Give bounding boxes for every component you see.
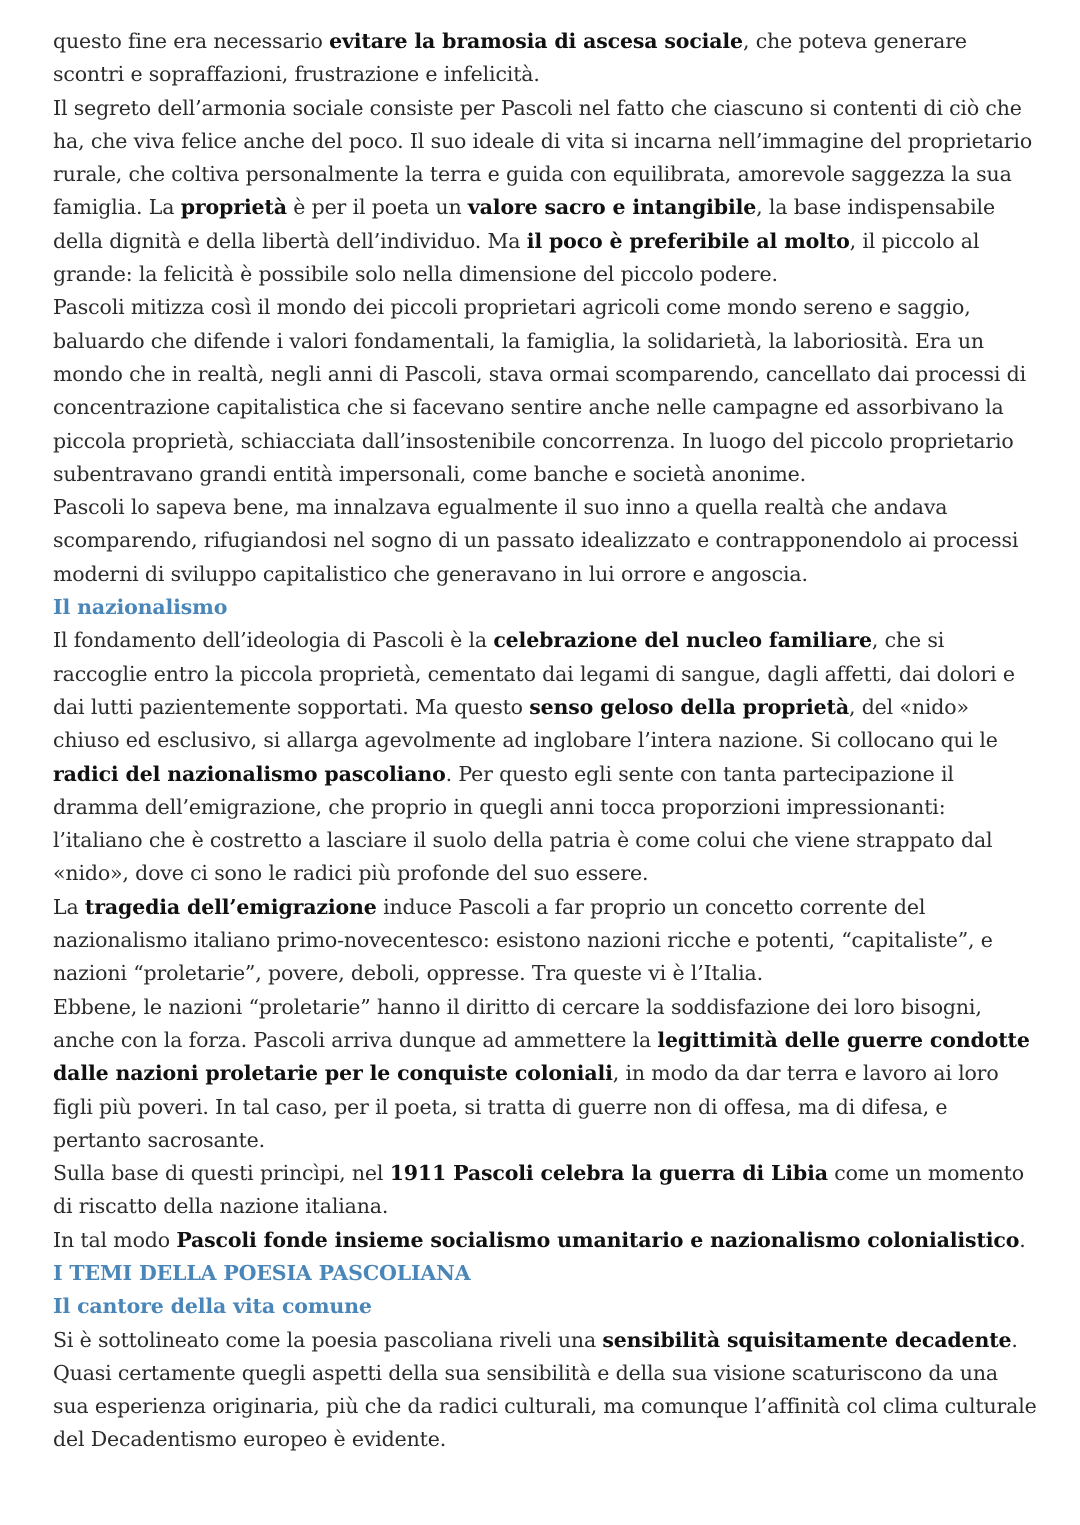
bold-text: 1911 Pascoli celebra la guerra di Libia [389,1161,828,1186]
text-run: Pascoli mitizza così il mondo dei piccoli proprietari agricoli come mondo sereno e saggio, baluardo che difende i valori fondamentali, la famiglia, la solidarietà, la laboriosità. Era un mondo che in realtà, negli anni di Pascoli, stava ormai scomparendo, cancellato dai processi di concentrazione capitalistica che si facevano sentire anche nelle campagne ed assorbivano la piccola proprietà, schiacciata dall’insostenibile concorrenza. In luogo del piccolo proprietario subentravano grandi entità impersonali, come banche e società anonime. [53,295,1027,486]
document-body [53,25,1038,1457]
text-run: . [1011,1327,1018,1352]
text-run: Il cantore della vita comune [53,1294,372,1319]
bold-text: tragedia dell’emigrazione [84,894,377,919]
section-heading [53,591,1038,624]
text-run: . Per questo egli sente con tanta partecipazione il dramma dell’emigrazione, che proprio in quegli anni tocca proporzioni impressionanti: l’italiano che è costretto a lasciare il suolo della patria è come colui che viene strappato dal «nido», dove ci sono le radici più profonde del suo essere. [53,761,993,886]
text-run: , del «nido» chiuso ed esclusivo, si allarga agevolmente ad inglobare l’intera nazione. Si collocano qui le [53,694,998,753]
paragraph [53,1224,1038,1257]
text-run: , che si raccoglie entro la piccola proprietà, cementato dai legami di sangue, dagli affetti, dai dolori e dai lutti pazientemente sopportati. Ma questo [53,628,1015,719]
paragraph [53,25,1038,92]
text-run: , in modo da dar terra e lavoro ai loro figli più poveri. In tal caso, per il poeta, si tratta di guerre non di offesa, ma di difesa, e pertanto sacrosante. [53,1061,999,1152]
paragraph [53,991,1038,1157]
bold-text: evitare la bramosia di ascesa sociale [329,29,743,53]
section-heading [53,1290,1038,1323]
text-run: I TEMI DELLA POESIA PASCOLIANA [53,1260,471,1285]
bold-text: il poco è preferibile al molto [526,228,850,253]
bold-text: legittimità delle guerre condotte dalle nazioni proletarie per le conquiste coloniali [53,1027,1030,1086]
bold-text: celebrazione del nucleo familiare [493,628,872,653]
text-run: Il nazionalismo [53,595,228,620]
text-run: Ebbene, le nazioni “proletarie” hanno il diritto di cercare la soddisfazione dei loro bisogni, anche con la forza. Pascoli arriva dunque ad ammettere la [53,994,982,1052]
bold-text: sensibilità squisitamente decadente [602,1327,1012,1352]
bold-text: valore sacro e intangibile [467,195,757,220]
text-run: . [1019,1227,1026,1252]
text-run: Il segreto dell’armonia sociale consiste per Pascoli nel fatto che ciascuno si contenti di ciò che ha, che viva felice anche del poco. Il suo ideale di vita si incarna nell’immagine del proprietario rurale, che coltiva personalmente la terra e guida con equilibrata, amorevole saggezza la sua famiglia. La [53,95,1033,220]
paragraph [53,1324,1038,1357]
bold-text: senso geloso della proprietà [529,694,849,719]
text-run: , il piccolo al grande: la felicità è possibile solo nella dimensione del piccolo podere. [53,228,980,287]
section-heading [53,1257,1038,1290]
bold-text: proprietà [180,195,287,220]
text-run: Quasi certamente quegli aspetti della sua sensibilità e della sua visione scaturiscono da una sua esperienza originaria, più che da radici culturali, ma comunque l’affinità col clima culturale del Decadentismo europeo è evidente. [53,1360,1037,1452]
paragraph [53,92,1038,292]
bold-text: Pascoli fonde insieme socialismo umanitario e nazionalismo colonialistico [176,1227,1020,1252]
paragraph [53,891,1038,991]
text-run: Pascoli lo sapeva bene, ma innalzava egualmente il suo inno a quella realtà che andava scomparendo, rifugiandosi nel sogno di un passato idealizzato e contrapponendolo ai processi moderni di sviluppo capitalistico che generavano in lui orrore e angoscia. [53,495,1019,586]
text-run: Si è sottolineato come la poesia pascoliana riveli una [53,1327,603,1352]
paragraph [53,491,1038,591]
bold-text: radici del nazionalismo pascoliano [53,761,446,786]
paragraph [53,291,1038,491]
text-run: Il fondamento dell’ideologia di Pascoli è la [53,628,494,653]
text-run: Sulla base di questi princìpi, nel [53,1161,390,1186]
paragraph [53,1357,1038,1457]
text-run: induce Pascoli a far proprio un concetto corrente del nazionalismo italiano primo-novecentesco: esistono nazioni ricche e potenti, “capitaliste”, e nazioni “proletarie”, povere, deboli, oppresse. Tra queste vi è l’Italia. [53,894,993,986]
text-run: In tal modo [53,1227,177,1252]
paragraph [53,624,1038,890]
text-run: è per il poeta un [286,195,468,220]
text-run: questo fine era necessario [53,29,330,53]
paragraph [53,1157,1038,1224]
text-run: come un momento di riscatto della nazione italiana. [53,1161,1024,1219]
text-run: , la base indispensabile della dignità e della libertà dell’individuo. Ma [53,195,995,253]
text-run: La [53,894,85,919]
text-run: , che poteva generare scontri e sopraffazioni, frustrazione e infelicità. [53,29,967,87]
